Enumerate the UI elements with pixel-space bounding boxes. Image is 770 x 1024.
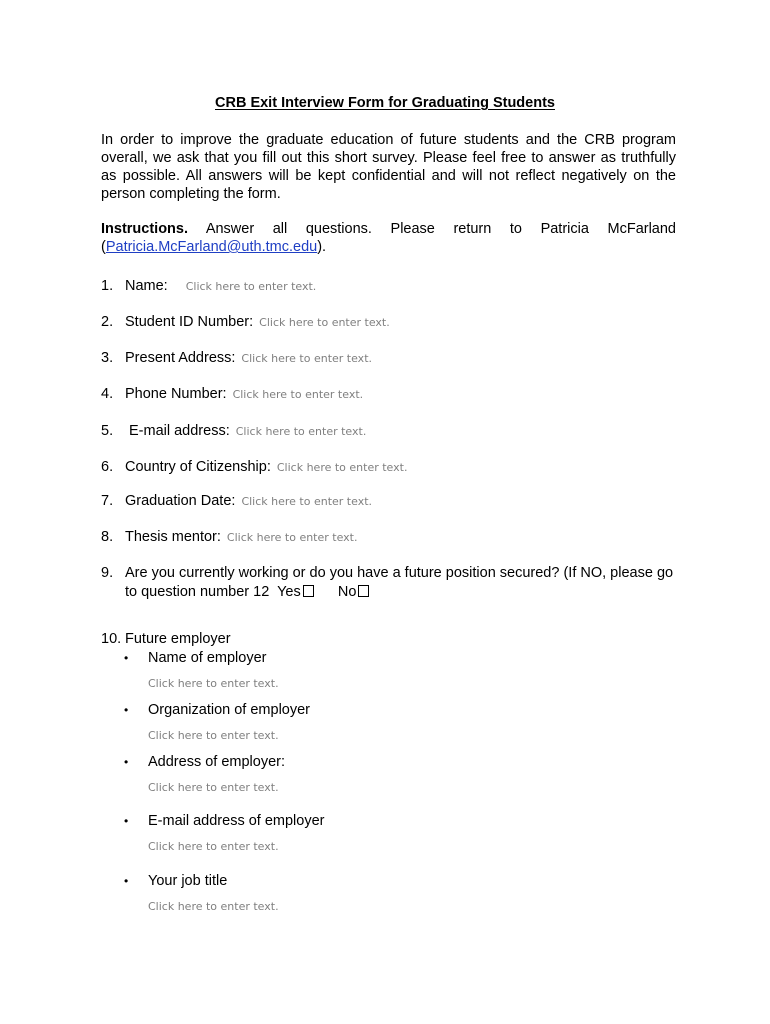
employer-address-field[interactable]: Click here to enter text. (148, 781, 279, 794)
employer-name-field[interactable]: Click here to enter text. (148, 677, 279, 690)
item-label: Name of employer (148, 650, 267, 666)
question-country-of-citizenship (101, 458, 407, 477)
instructions-text: Answer all questions. Please return to Patricia McFarland (205, 221, 677, 237)
question-label: Phone Number: (125, 386, 227, 402)
instructions-paragraph (101, 220, 676, 256)
question-number: 9. (101, 565, 114, 581)
bullet-icon: • (124, 703, 129, 717)
name-field[interactable]: Click here to enter text. (185, 280, 317, 293)
question-number: 10. (101, 631, 122, 647)
employer-email-field[interactable]: Click here to enter text. (148, 840, 279, 853)
no-checkbox[interactable] (358, 585, 369, 597)
item-label: Address of employer: (148, 754, 286, 770)
question-label: Thesis mentor: (125, 529, 221, 545)
no-label: No (337, 584, 357, 600)
question-number: 1. (101, 278, 114, 294)
question-number: 7. (101, 493, 114, 509)
question-number: 5. (101, 423, 114, 439)
email-address-field[interactable]: Click here to enter text. (235, 425, 367, 438)
present-address-field[interactable]: Click here to enter text. (241, 352, 372, 365)
phone-number-field[interactable]: Click here to enter text. (232, 388, 364, 401)
bullet-icon: • (124, 814, 129, 828)
question-phone-number (101, 385, 363, 404)
question-number: 2. (101, 314, 114, 330)
question-label: Country of Citizenship: (125, 459, 271, 475)
citizenship-field[interactable]: Click here to enter text. (276, 461, 408, 474)
bullet-icon: • (124, 874, 129, 888)
question-number: 4. (101, 386, 114, 402)
question-number: 3. (101, 350, 114, 366)
employer-email-item (124, 812, 325, 830)
question-number: 6. (101, 459, 114, 475)
question-label: Name: (125, 278, 168, 294)
question-graduation-date (101, 492, 372, 511)
question-future-employer (101, 630, 231, 648)
item-label: Your job title (148, 873, 228, 889)
question-label: Student ID Number: (125, 314, 254, 330)
yes-label: Yes (277, 584, 301, 600)
instructions-open-paren: ( (101, 239, 106, 255)
thesis-mentor-field[interactable]: Click here to enter text. (226, 531, 358, 544)
yes-checkbox[interactable] (303, 585, 314, 597)
contact-email-link[interactable]: Patricia.McFarland@uth.tmc.edu (105, 239, 318, 255)
question-text: Are you currently working or do you have a future position secured? (If NO, please go to question number 12 (125, 565, 674, 600)
item-label: Organization of employer (148, 702, 310, 718)
question-name (101, 277, 316, 296)
item-label: E-mail address of employer (148, 813, 325, 829)
employer-organization-field[interactable]: Click here to enter text. (148, 729, 279, 742)
form-title: CRB Exit Interview Form for Graduating Students (215, 95, 555, 111)
question-label: E-mail address: (129, 423, 230, 439)
graduation-date-field[interactable]: Click here to enter text. (241, 495, 373, 508)
question-label: Future employer (125, 631, 231, 647)
bullet-icon: • (124, 651, 129, 665)
job-title-item (124, 872, 227, 890)
bullet-icon: • (124, 755, 129, 769)
instructions-label: Instructions. (101, 221, 189, 237)
question-label: Present Address: (125, 350, 236, 366)
intro-paragraph: In order to improve the graduate education of future students and the CRB program overall, we ask that you fill out this short survey. Please feel free to answer as truthfully as possible. All answers will be kept confidential and will not reflect negatively on the person completing the form. (101, 132, 676, 202)
question-present-address (101, 349, 372, 368)
question-email-address (101, 422, 366, 441)
question-thesis-mentor (101, 528, 357, 547)
job-title-field[interactable]: Click here to enter text. (148, 900, 279, 913)
question-student-id (101, 313, 390, 332)
question-position-secured (101, 564, 677, 602)
student-id-field[interactable]: Click here to enter text. (259, 316, 390, 329)
employer-address-item (124, 753, 285, 771)
employer-name-item (124, 649, 266, 667)
question-number: 8. (101, 529, 114, 545)
question-label: Graduation Date: (125, 493, 236, 509)
instructions-close-paren: ). (317, 239, 327, 255)
employer-organization-item (124, 701, 310, 719)
